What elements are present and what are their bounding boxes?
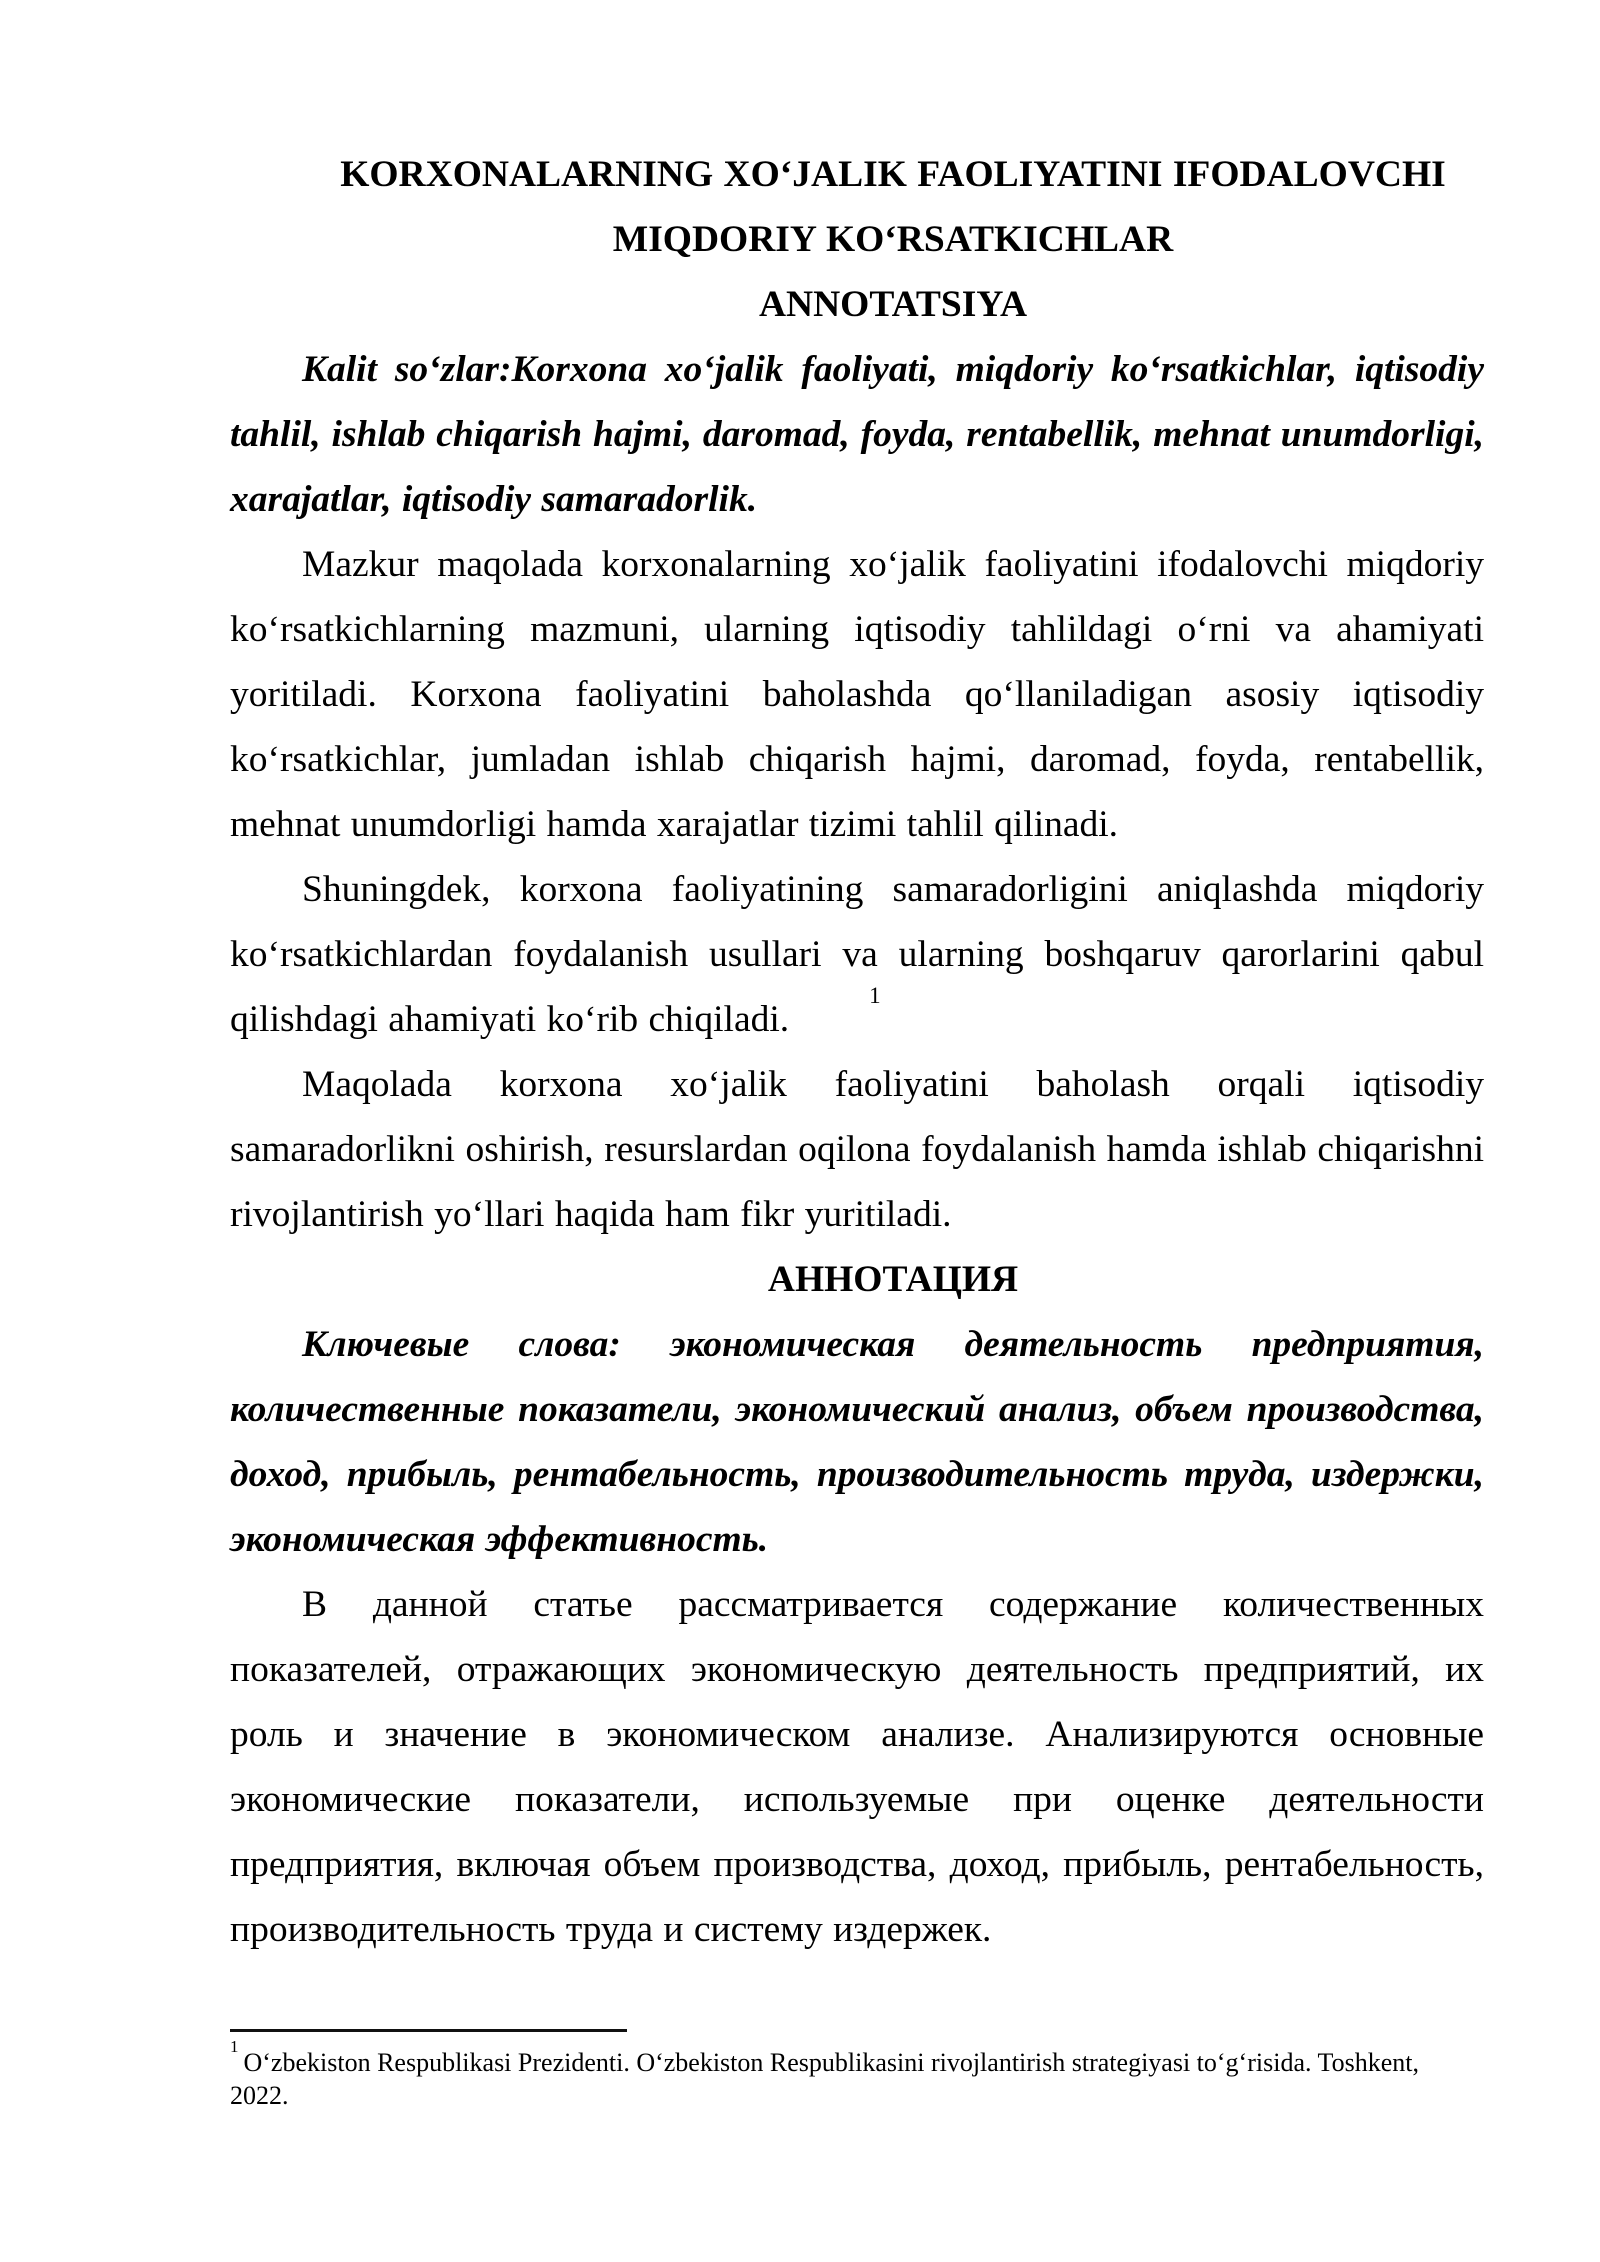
document-title-line-1: KORXONALARNING XO‘JALIK FAOLIYATINI IFODALOVCHI <box>340 154 1446 195</box>
footnote-line-2: 2022. <box>230 2081 289 2110</box>
document-title-line-2: MIQDORIY KO‘RSATKICHLAR <box>612 219 1174 260</box>
body-paragraph-uz-1: Mazkur maqolada korxonalarning xo‘jalik faoliyatini ifodalovchi miqdoriy ko‘rsatkichlarning mazmuni, ularning iqtisodiy tahlildagi o‘rni va ahamiyati yoritiladi. Korxona faoliyatini baholashda qo‘llaniladigan asosiy iqtisodiy ko‘rsatkichlar, jumladan ishlab chiqarish hajmi, daromad, foyda, rentabellik, mehnat unumdorligi hamda xarajatlar tizimi tahlil qilinadi. <box>230 544 1484 845</box>
body-paragraph-uz-2-text: Shuningdek, korxona faoliyatining samaradorligini aniqlashda miqdoriy ko‘rsatkichlardan foydalanish usullari va ularning boshqaruv qarorlarini qabul qilishdagi ahamiyati ko‘rib chiqiladi. <box>230 869 1484 1040</box>
keywords-paragraph-ru: Ключевые слова: экономическая деятельность предприятия, количественные показатели, экономический анализ, объем производства, доход, прибыль, рентабельность, производительность труда, издержки, экономическая эффективность. <box>230 1324 1484 1560</box>
footnote-line-1: O‘zbekiston Respublikasi Prezidenti. O‘zbekiston Respublikasini rivojlantirish strategiyasi to‘g‘risida. Toshkent, <box>243 2048 1419 2077</box>
footnote-separator <box>230 2029 627 2032</box>
annotation-heading-uz: ANNOTATSIYA <box>758 284 1028 325</box>
annotation-heading-ru: АННОТАЦИЯ <box>767 1259 1019 1300</box>
keywords-paragraph-uz: Kalit so‘zlar:Korxona xo‘jalik faoliyati, miqdoriy ko‘rsatkichlar, iqtisodiy tahlil, ishlab chiqarish hajmi, daromad, foyda, rentabellik, mehnat unumdorligi, xarajatlar, iqtisodiy samaradorlik. <box>230 349 1484 520</box>
footnote-text: $^1$O‘zbekiston Respublikasi Prezidenti. O‘zbekiston Respublikasini rivojlantirish strategiyasi to‘g‘risida. Toshkent, <box>230 2037 1419 2077</box>
body-paragraph-uz-2: Shuningdek, korxona faoliyatining samaradorligini aniqlashda miqdoriy ko‘rsatkichlardan foydalanish usullari va ularning boshqaruv qarorlarini qabul qilishdagi ahamiyati ko‘rib chiqiladi.$^1$ <box>230 869 1484 1040</box>
body-paragraph-ru-1: В данной статье рассматривается содержание количественных показателей, отражающих экономическую деятельность предприятий, их роль и значение в экономическом анализе. Анализируются основные экономические показатели, используемые при оценке деятельности предприятия, включая объем производства, доход, прибыль, рентабельность, производительность труда и систему издержек. <box>230 1584 1484 1950</box>
body-paragraph-uz-3: Maqolada korxona xo‘jalik faoliyatini baholash orqali iqtisodiy samaradorlikni oshirish, resurslardan oqilona foydalanish hamda ishlab chiqarishni rivojlantirish yo‘llari haqida ham fikr yuritiladi. <box>230 1064 1484 1235</box>
document-content <box>230 142 1484 1962</box>
footnote-area <box>230 2029 1484 2112</box>
